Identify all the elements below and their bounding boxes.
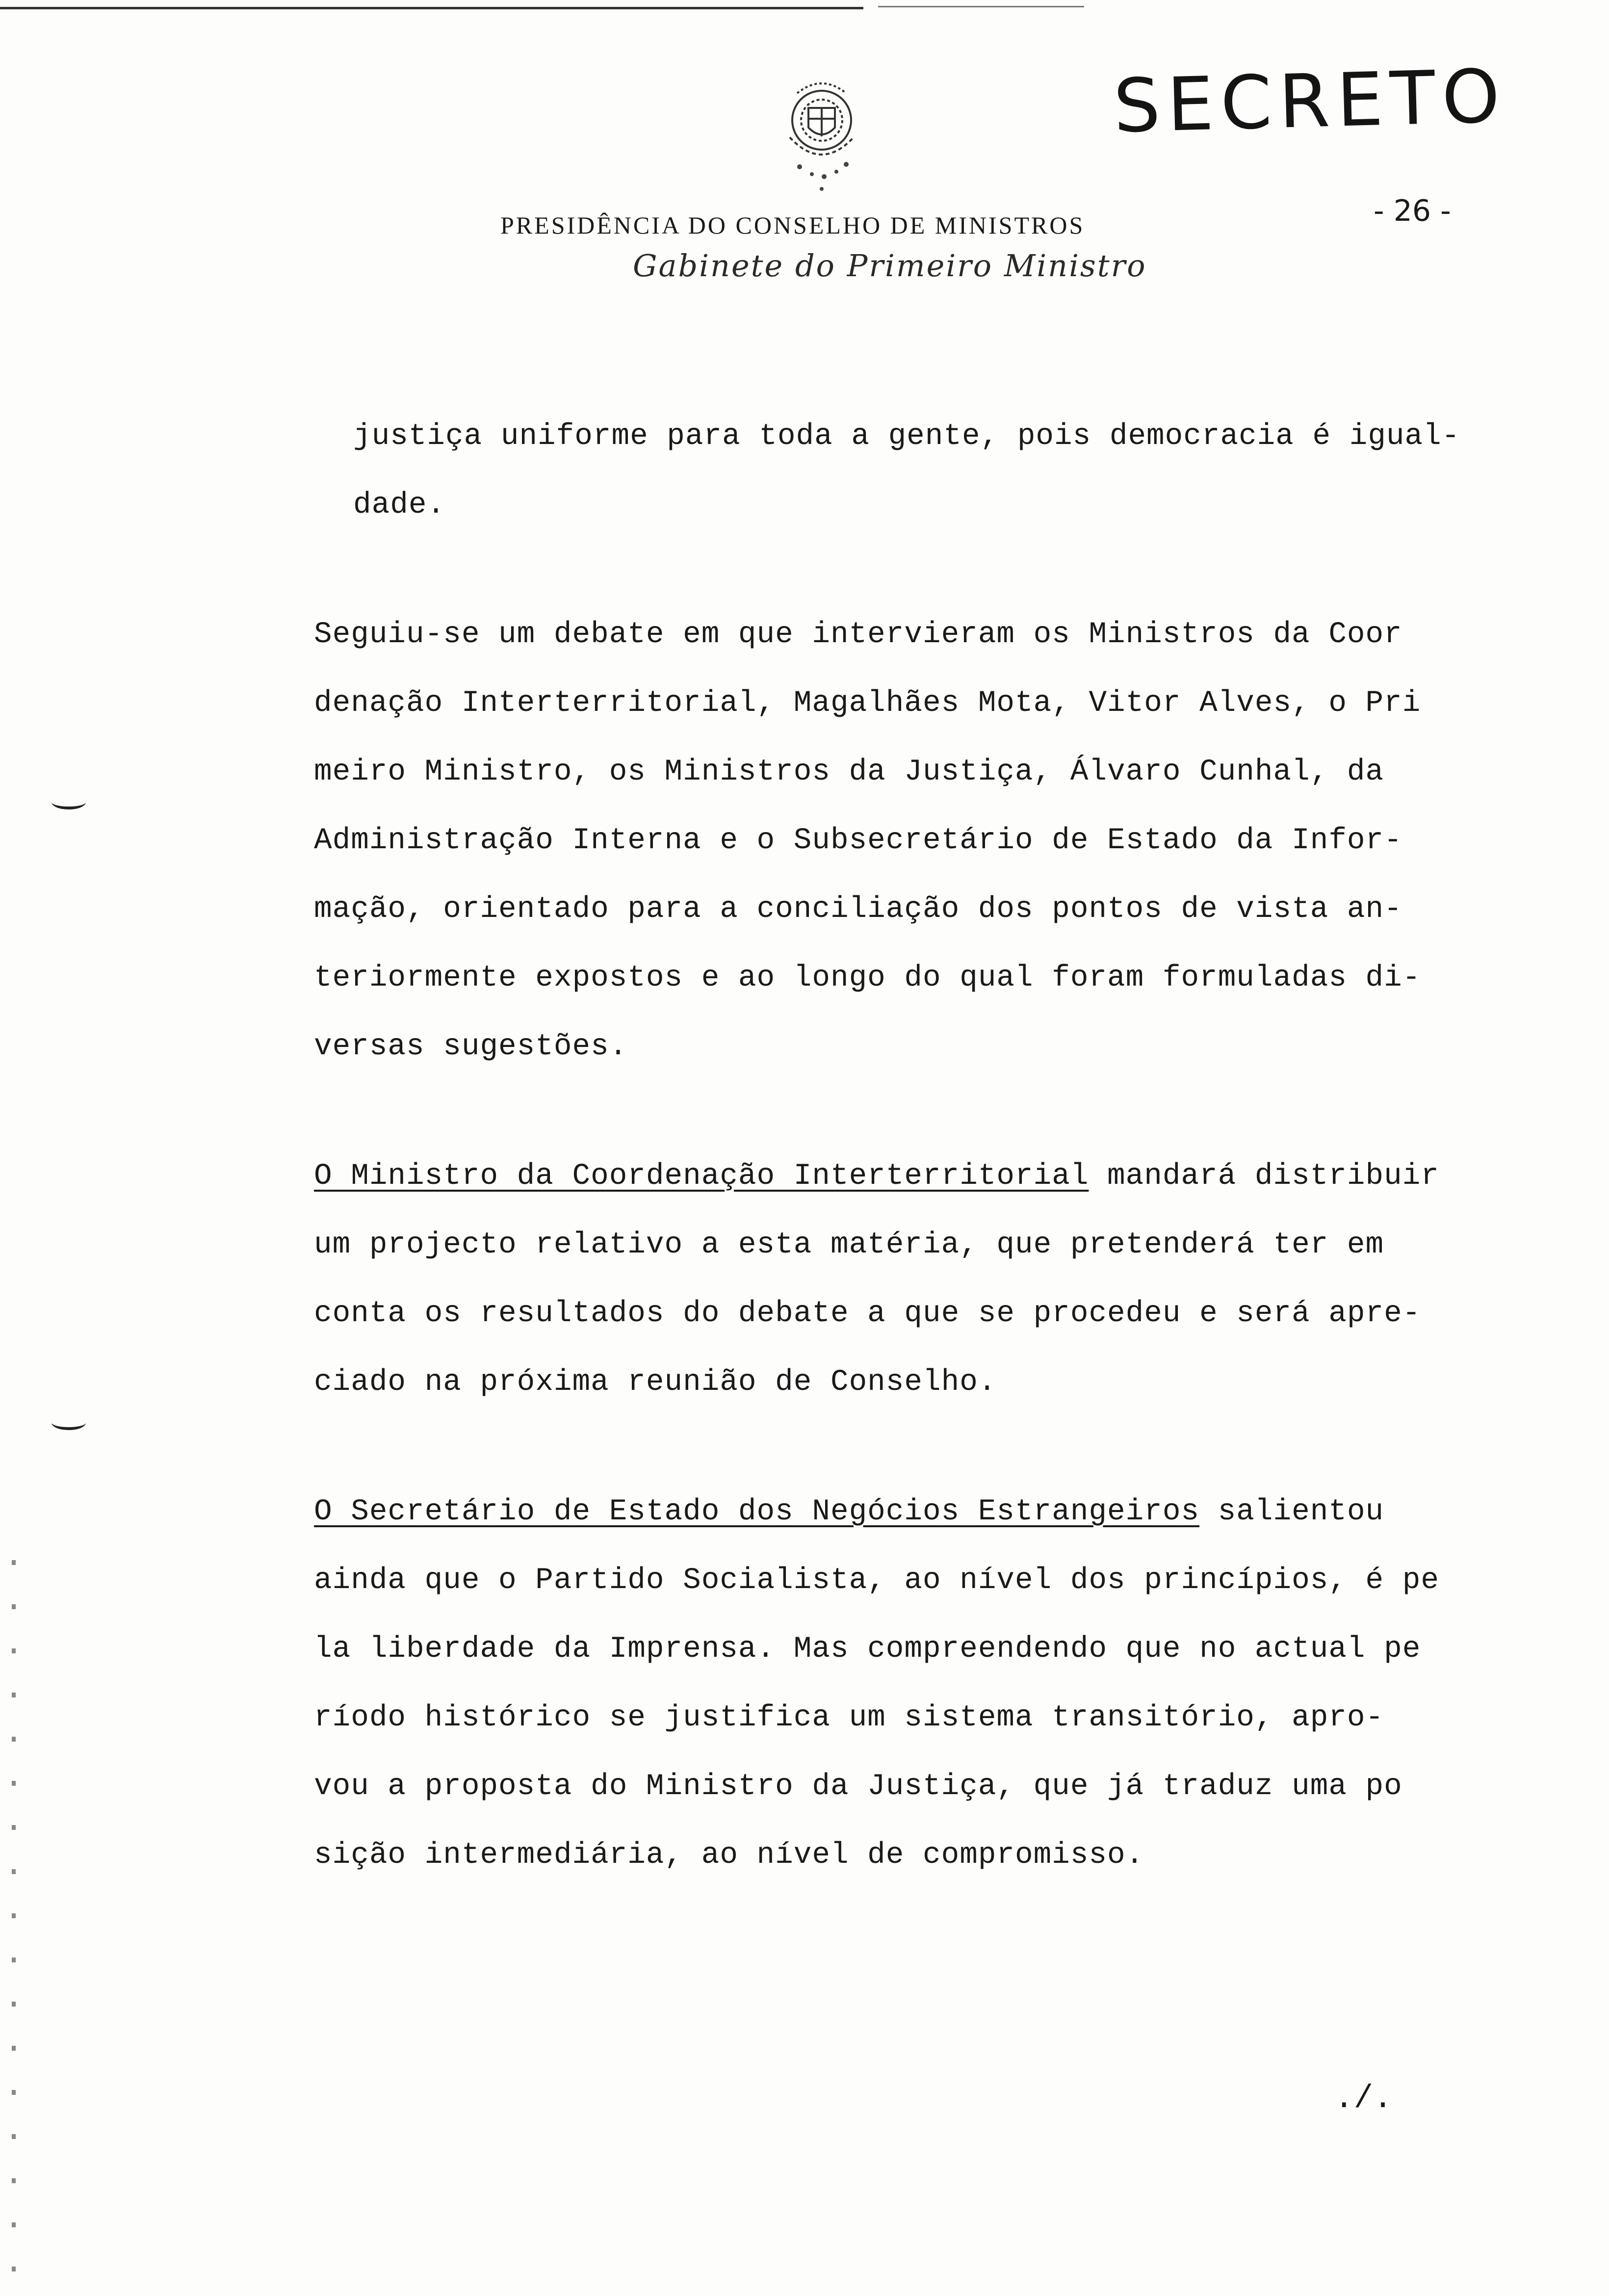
paragraph-3 [314,1142,1442,1417]
text-line: ainda que o Partido Socialista, ao nível dos princípios, é pe [314,1564,1439,1597]
top-rule [0,7,863,9]
text-line-rest: salientou [1199,1495,1384,1529]
text-line: ciado na próxima reunião de Conselho. [314,1365,997,1399]
minutes-body [314,402,1460,1951]
text-line: mação, orientado para a conciliação dos pontos de vista an- [314,892,1402,926]
organization-letterhead: PRESIDÊNCIA DO CONSELHO DE MINISTROS [500,211,1085,239]
secret-classification-stamp: SECRETO [1112,53,1508,150]
text-line-rest: mandará distribuir [1089,1159,1439,1193]
paragraph-2 [314,600,1442,1081]
text-line: versas sugestões. [314,1030,628,1064]
text-line: Seguiu-se um debate em que intervieram os Ministros da Coor [314,618,1402,652]
top-rule-faint [878,6,1084,7]
text-line: sição intermediária, ao nível de compromisso. [314,1838,1144,1872]
text-line: Administração Interna e o Subsecretário de Estado da Infor- [314,824,1402,858]
text-line: dade. [353,488,446,522]
continuation-mark: ./. [1334,2080,1393,2117]
text-line: conta os resultados do debate a que se procedeu e será apre- [314,1297,1421,1331]
page-number: - 26 - [1374,194,1451,228]
text-line [314,1478,1442,1546]
text-line: ríodo histórico se justifica um sistema transitório, apro- [314,1701,1384,1735]
text-line: um projecto relativo a esta matéria, que pretenderá ter em [314,1228,1384,1262]
text-line [314,1142,1442,1211]
underlined-subject: O Secretário de Estado dos Negócios Estrangeiros [314,1495,1200,1529]
margin-tick-marks [12,1560,16,2296]
text-line: vou a proposta do Ministro da Justiça, que já traduz uma po [314,1770,1402,1803]
text-line: teriormente expostos e ao longo do qual foram formuladas di- [314,961,1421,995]
text-line: meiro Ministro, os Ministros da Justiça, Álvaro Cunhal, da [314,755,1384,789]
text-line: justiça uniforme para toda a gente, pois democracia é igual- [353,419,1460,453]
paragraph-1 [314,402,1460,540]
margin-punch-mark [52,795,86,809]
coat-of-arms-seal-icon [765,74,878,196]
text-line: la liberdade da Imprensa. Mas compreendendo que no actual pe [314,1632,1421,1666]
underlined-subject: O Ministro da Coordenação Interterritorial [314,1159,1089,1193]
text-line: denação Interterritorial, Magalhães Mota, Vitor Alves, o Pri [314,686,1421,720]
paragraph-4 [314,1478,1442,1890]
margin-punch-mark [52,1415,86,1430]
cabinet-subtitle: Gabinete do Primeiro Ministro [633,248,1147,284]
